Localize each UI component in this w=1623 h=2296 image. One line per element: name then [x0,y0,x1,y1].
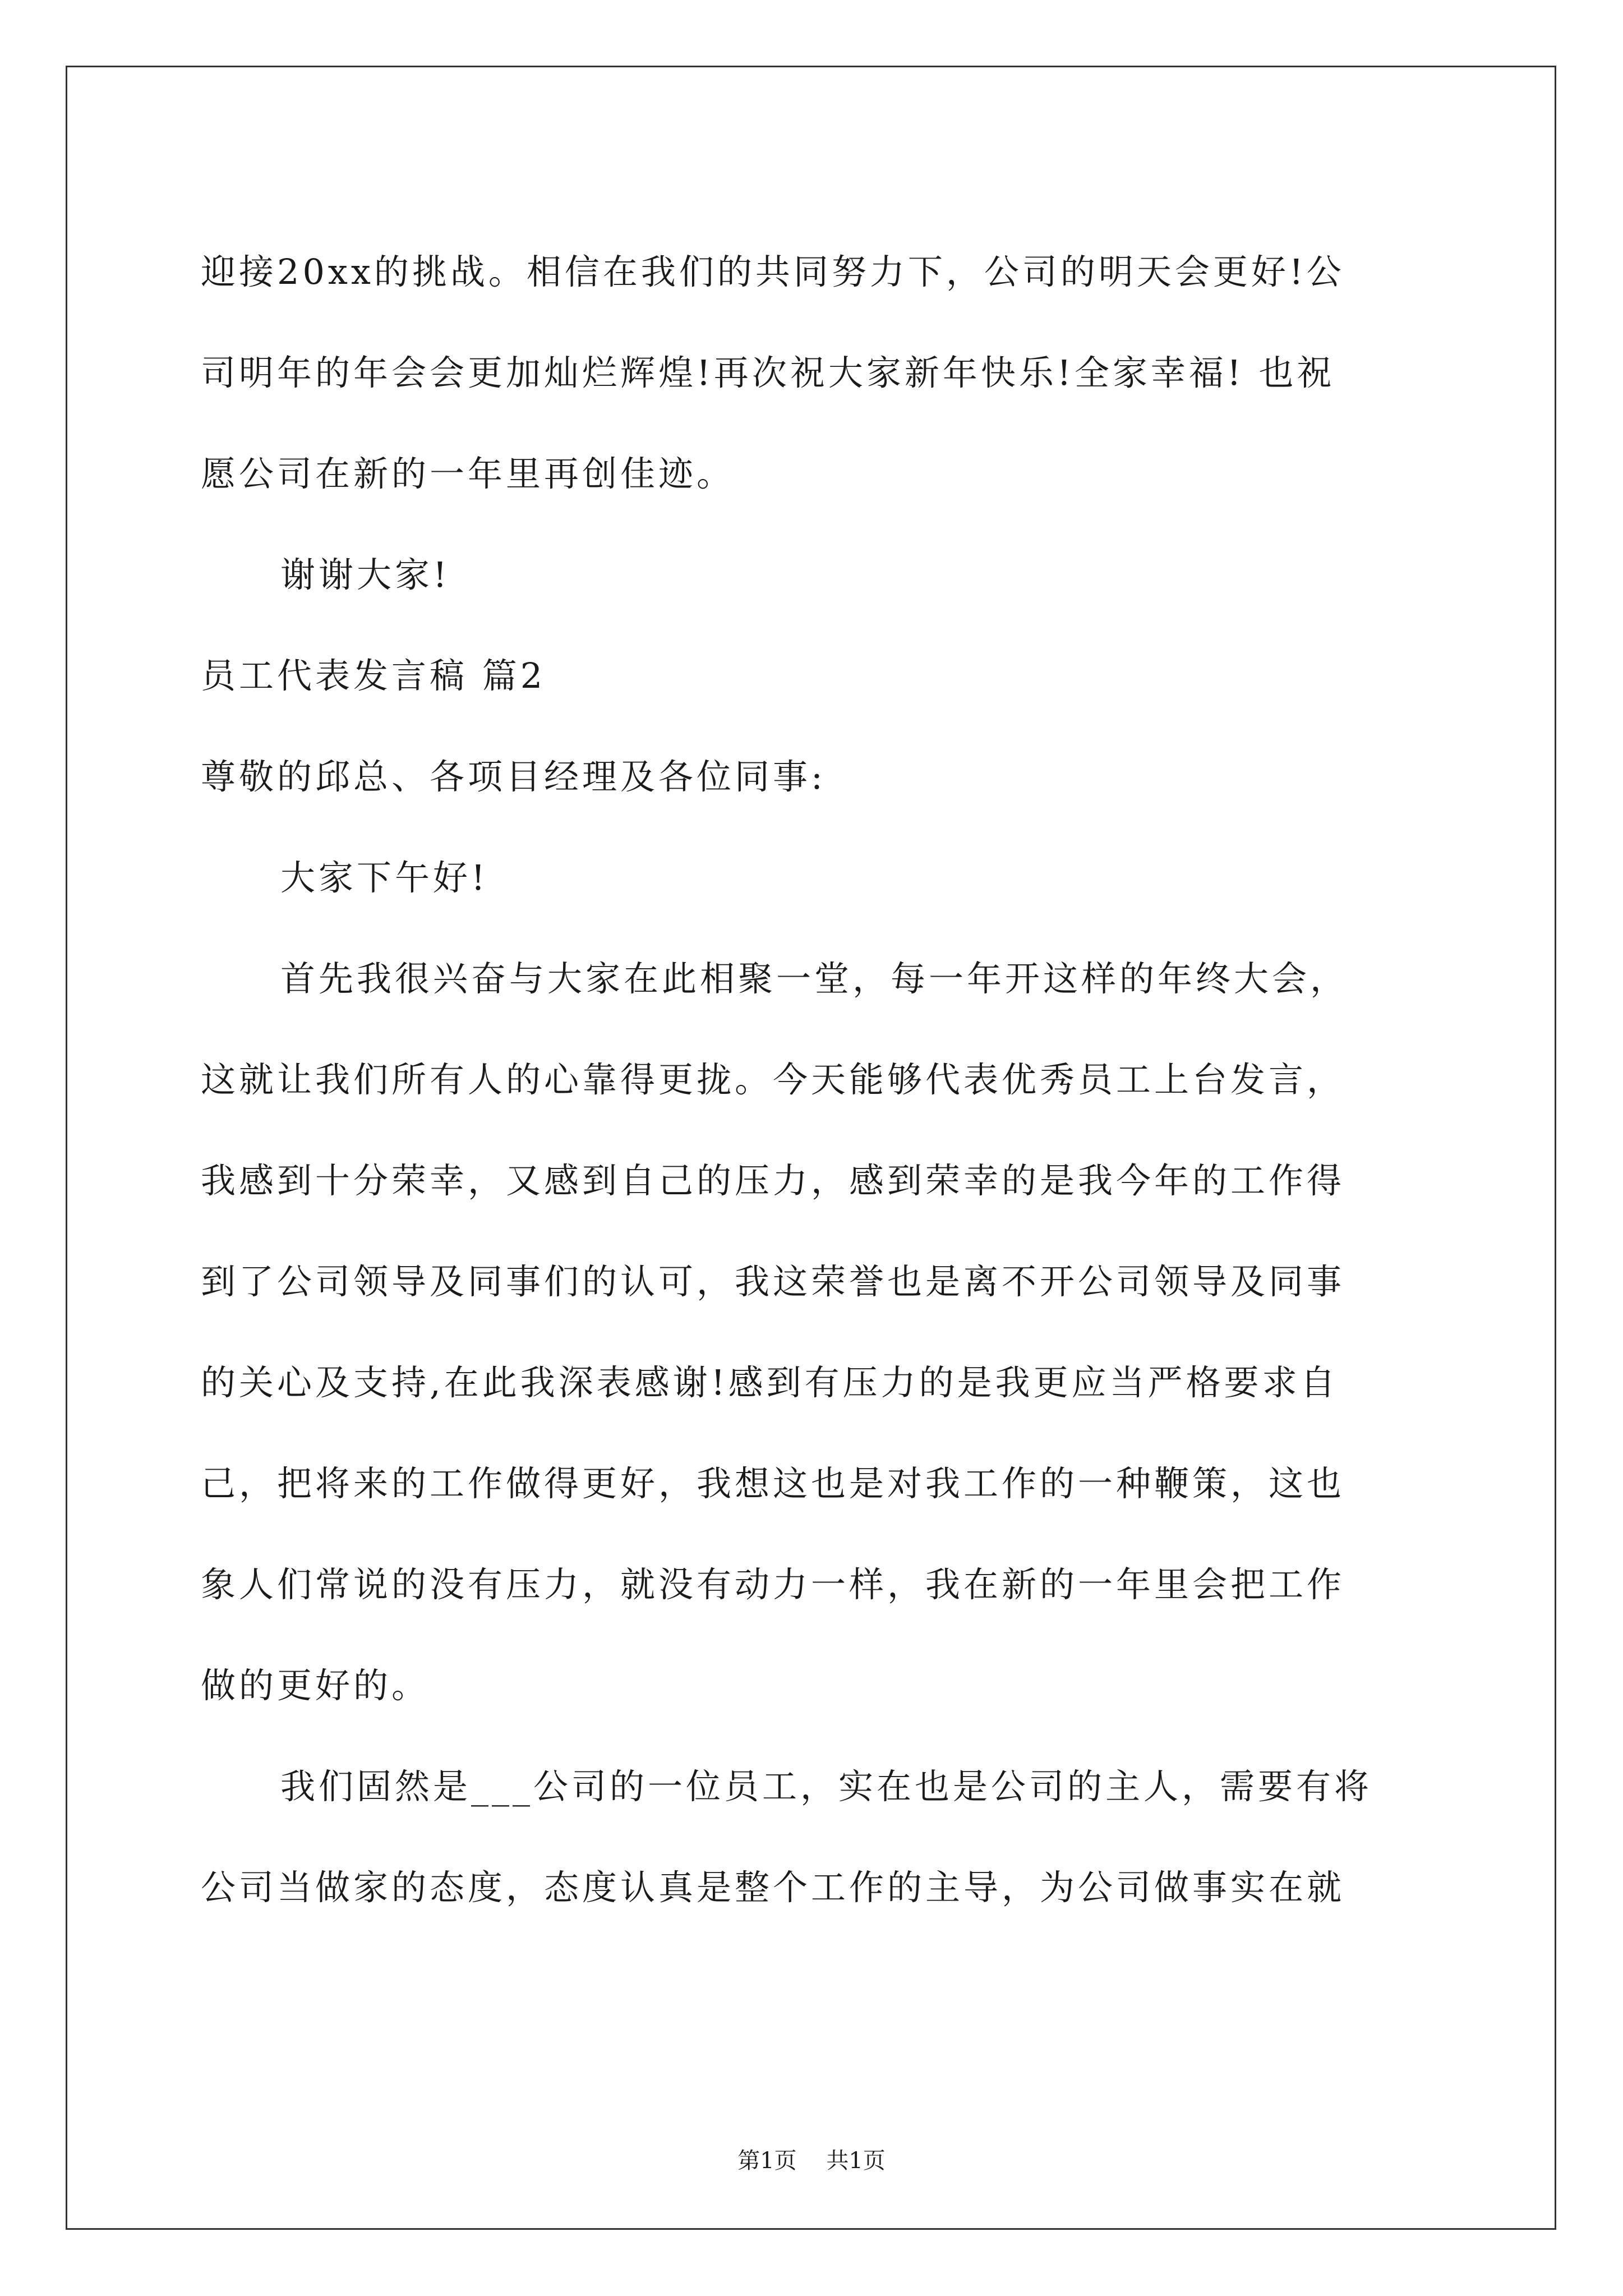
paragraph-line: 愿公司在新的一年里再创佳迹。 [201,453,735,494]
paragraph-line: 到了公司领导及同事们的认可，我这荣誉也是离不开公司领导及同事 [201,1261,1345,1302]
greeting: 大家下午好! [280,857,488,898]
paragraph-line: 我感到十分荣幸，又感到自己的压力，感到荣幸的是我今年的工作得 [201,1160,1345,1201]
thanks-line: 谢谢大家! [280,554,450,595]
page-total: 共1页 [826,2148,886,2174]
salutation: 尊敬的邱总、各项目经理及各位同事: [201,756,826,797]
paragraph-line: 己，把将来的工作做得更好，我想这也是对我工作的一种鞭策，这也 [201,1463,1345,1504]
paragraph-line: 这就让我们所有人的心靠得更拢。今天能够代表优秀员工上台发言， [201,1059,1345,1100]
section-title: 员工代表发言稿 篇2 [201,655,546,696]
paragraph-line: 公司当做家的态度，态度认真是整个工作的主导，为公司做事实在就 [201,1867,1345,1908]
paragraph-line: 我们固然是___公司的一位员工，实在也是公司的主人，需要有将 [280,1766,1373,1807]
page-footer [0,2147,1623,2174]
paragraph-line: 司明年的年会会更加灿烂辉煌!再次祝大家新年快乐!全家幸福! 也祝 [201,352,1335,393]
page-number: 第1页 [737,2148,797,2174]
paragraph-line: 做的更好的。 [201,1665,430,1706]
paragraph-line: 迎接20xx的挑战。相信在我们的共同努力下，公司的明天会更好!公 [201,251,1345,292]
document-body [201,222,1435,1938]
paragraph-line: 的关心及支持,在此我深表感谢!感到有压力的是我更应当严格要求自 [201,1362,1339,1403]
paragraph-line: 首先我很兴奋与大家在此相聚一堂，每一年开这样的年终大会， [280,958,1349,999]
paragraph-line: 象人们常说的没有压力，就没有动力一样，我在新的一年里会把工作 [201,1564,1345,1605]
